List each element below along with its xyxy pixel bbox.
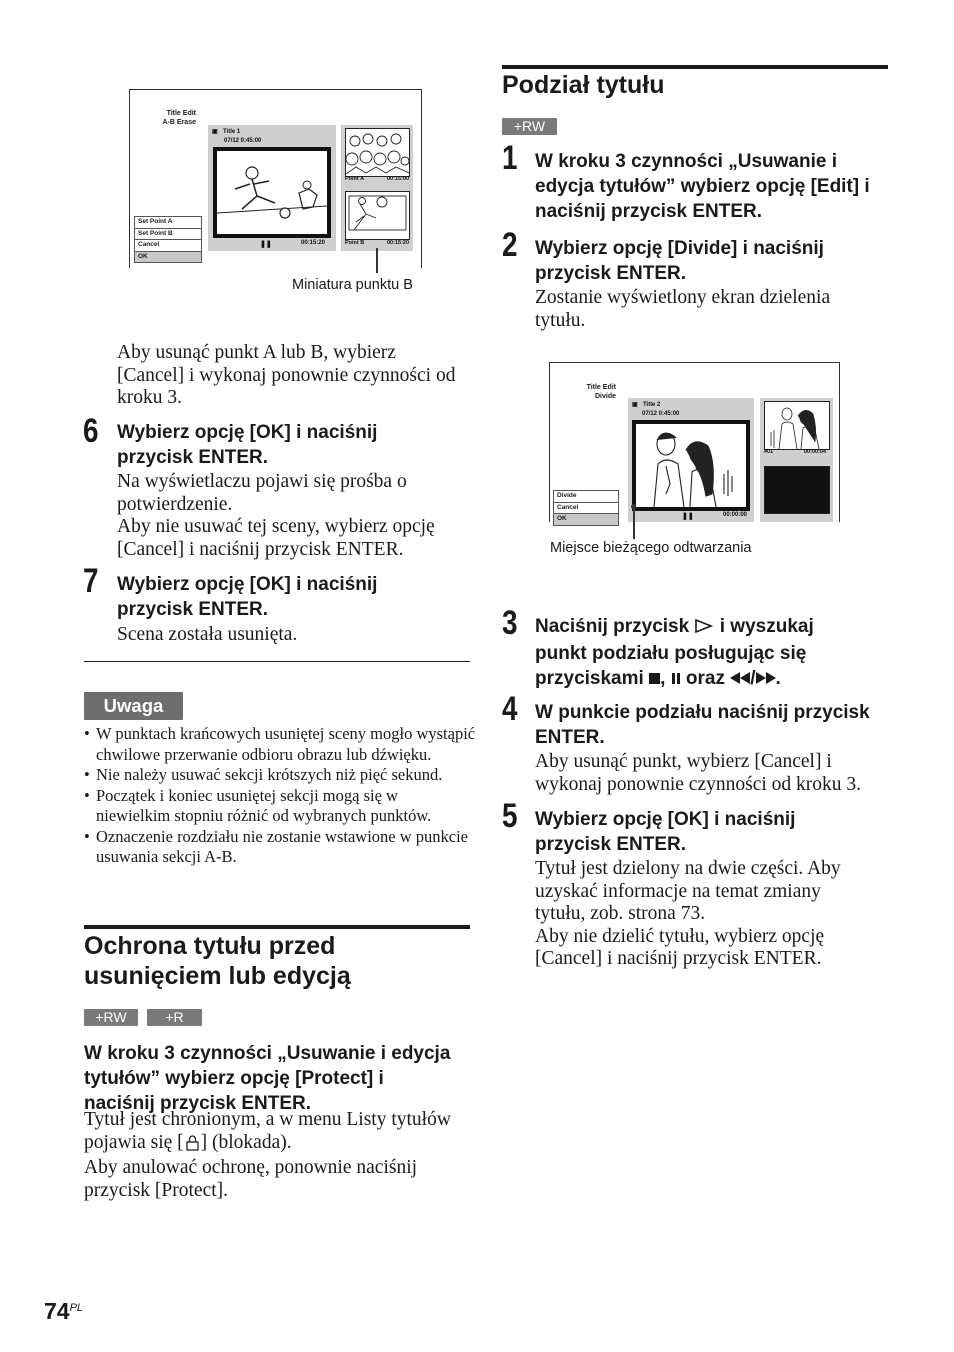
ab-erase-screen	[129, 89, 422, 268]
notes-list	[84, 724, 476, 868]
step-4-body-line: wykonaj ponownie czynności od kroku 3.	[535, 773, 862, 795]
step-3-heading-line	[535, 614, 814, 641]
intro-line: kroku 3.	[117, 387, 182, 408]
player-panel	[628, 398, 754, 522]
step-4-heading	[535, 700, 870, 750]
thumb-b-label: Point B	[345, 240, 365, 246]
step-5-body	[535, 858, 841, 971]
step-5-heading-line: Wybierz opcję [OK] i naciśnij	[535, 809, 796, 830]
step-3-heading	[535, 614, 814, 691]
thumb-b-time: 00:15:20	[387, 240, 410, 246]
thumb-label: #01	[764, 449, 774, 455]
protect-heading-line: tytułów” wybierz opcję [Protect] i	[84, 1068, 384, 1089]
thumb-chapter-1	[764, 401, 830, 450]
step-1-heading-line: naciśnij przycisk ENTER.	[535, 201, 763, 222]
screen-title-line2: Divide	[594, 393, 616, 400]
step-6-heading	[117, 420, 377, 470]
step-3-text: ,	[660, 668, 671, 689]
player-time: 00:15:20	[301, 240, 326, 246]
step-4-number: 4	[502, 690, 518, 728]
step-3-text: przyciskami	[535, 668, 650, 689]
video-frame	[632, 420, 750, 511]
step-3-text: i wyszukaj	[714, 616, 814, 637]
step-7-number: 7	[83, 562, 99, 600]
protect-heading-line: W kroku 3 czynności „Usuwanie i edycja	[84, 1043, 451, 1064]
thumb-point-a	[345, 128, 410, 177]
step-5-heading-line: przycisk ENTER.	[535, 834, 686, 855]
step-6-body-line: [Cancel] i naciśnij przycisk ENTER.	[117, 538, 404, 560]
step-5-number: 5	[502, 797, 518, 835]
screen-title-line2: A-B Erase	[162, 119, 196, 126]
protect-title-line: Ochrona tytułu przed	[84, 932, 336, 960]
step-5-heading	[535, 807, 795, 857]
thumb-a-label: Point A	[345, 176, 365, 182]
edit-menu	[134, 216, 202, 263]
slash: /	[750, 668, 756, 689]
step-5-body-line: tytułu, zob. strona 73.	[535, 903, 706, 924]
protect-heading	[84, 1041, 450, 1116]
step-3-number: 3	[502, 604, 518, 642]
note-item: • Oznaczenie rozdziału nie zostanie wstawione w punkcie usuwania sekcji A-B.	[84, 827, 476, 868]
menu-item-cancel[interactable]: Cancel	[135, 240, 201, 252]
step-6-body	[117, 471, 435, 561]
thumbnails-panel	[760, 398, 833, 522]
step-7-heading-line: Wybierz opcję [OK] i naciśnij	[117, 574, 378, 595]
step-3-text: .	[775, 668, 781, 689]
badge-plus-r: +R	[147, 1009, 202, 1026]
note-item: • W punktach krańcowych usuniętej sceny mogło wystąpić chwilowe przerwanie odbioru obrazu lub dźwięku.	[84, 724, 476, 765]
step-1-number: 1	[502, 139, 518, 177]
step-3-text: oraz	[680, 668, 731, 689]
protect-body-line	[84, 1132, 451, 1158]
thumb-chapter-2	[764, 466, 830, 514]
step-2-heading-line: przycisk ENTER.	[535, 263, 686, 284]
step-2-body	[535, 287, 830, 332]
step-5-body-line: [Cancel] i naciśnij przycisk ENTER.	[535, 948, 822, 969]
protect-body-line: Aby anulować ochronę, ponownie naciśnij	[84, 1157, 418, 1178]
menu-item-divide[interactable]: Divide	[554, 491, 618, 503]
step-7-body: Scena została usunięta.	[117, 624, 298, 645]
menu-item-ok[interactable]: OK	[554, 514, 618, 525]
thumb-time: 00:00:04	[804, 449, 827, 455]
lock-icon	[186, 1134, 199, 1158]
player-panel	[208, 125, 336, 251]
stop-icon	[649, 673, 660, 684]
step-6-body-line: Na wyświetlaczu pojawi się prośba o	[117, 471, 407, 492]
step-6-number: 6	[83, 412, 99, 450]
couple-illustration	[636, 424, 746, 507]
screen2-caption: Miejsce bieżącego odtwarzania	[550, 540, 752, 556]
step-1-heading	[535, 149, 870, 224]
page-lang: PL	[69, 1302, 84, 1314]
protect-body	[84, 1109, 451, 1202]
menu-item-set-point-a[interactable]: Set Point A	[135, 217, 201, 229]
step-5-body-line: Tytuł jest dzielony na dwie części. Aby	[535, 858, 841, 879]
goalkeeper-illustration	[346, 192, 409, 239]
note-label: Uwaga	[84, 692, 183, 720]
step-2-body-line: tytułu.	[535, 309, 586, 331]
page-number	[44, 1298, 83, 1325]
intro-line: [Cancel] i wykonaj ponownie czynności od	[117, 364, 456, 386]
step-5-body-line: uzyskać informacje na temat zmiany	[535, 880, 821, 902]
intro-line: Aby usunąć punkt A lub B, wybierz	[117, 342, 396, 363]
step-4-body-line: Aby usunąć punkt, wybierz [Cancel] i	[535, 751, 832, 772]
divider	[84, 661, 470, 662]
film-icon: ▣	[212, 129, 218, 135]
protect-body-line: Tytuł jest chronionym, a w menu Listy tytułów	[84, 1109, 451, 1130]
couple-thumb-illustration	[765, 402, 829, 449]
step-3-text: Naciśnij przycisk	[535, 616, 695, 637]
screen-title-line1: Title Edit	[166, 110, 196, 117]
player-date: 07/12 0:45:00	[224, 138, 262, 144]
play-icon	[694, 616, 714, 641]
note-item: • Początek i koniec usuniętej sekcji mogą się w niewielkim stopniu różnić od wybranych punktów.	[84, 786, 476, 827]
screen-title-line1: Title Edit	[586, 384, 616, 391]
player-title: Title 1	[223, 129, 241, 135]
step-6-heading-line: Wybierz opcję [OK] i naciśnij	[117, 422, 378, 443]
step-6-body-line: potwierdzenie.	[117, 493, 233, 515]
section-rule	[84, 925, 470, 929]
player-title: Title 2	[643, 402, 661, 408]
soccer-illustration	[217, 151, 327, 234]
menu-item-set-point-b[interactable]: Set Point B	[135, 229, 201, 241]
divide-menu	[553, 490, 619, 526]
fast-forward-icon	[756, 666, 776, 691]
step-2-number: 2	[502, 226, 518, 264]
thumbnails-panel	[341, 125, 413, 251]
step-4-body	[535, 751, 861, 796]
step-5-body-line: Aby nie dzielić tytułu, wybierz opcję	[535, 925, 825, 947]
divide-section-title: Podział tytułu	[502, 71, 665, 99]
crowd-illustration	[346, 129, 409, 176]
protect-body-text: pojawia się [	[84, 1131, 184, 1153]
divide-screen	[549, 362, 840, 522]
rewind-icon	[730, 666, 750, 691]
step-7-heading	[117, 572, 377, 622]
protect-title-line: usunięciem lub edycją	[84, 962, 351, 990]
slider-marker-a: ▬	[228, 233, 234, 239]
intro-text	[117, 342, 455, 410]
player-time: 00:00:00	[723, 512, 748, 518]
thumb-point-b	[345, 191, 410, 240]
video-frame	[213, 147, 331, 238]
protect-body-text: ] (blokada).	[200, 1131, 292, 1153]
film-icon: ▣	[632, 402, 638, 408]
section-rule	[502, 65, 888, 69]
step-7-heading-line: przycisk ENTER.	[117, 599, 268, 620]
caption-pointer-line	[376, 248, 378, 273]
step-6-body-line: Aby nie usuwać tej sceny, wybierz opcję	[117, 516, 435, 537]
protect-section-title	[84, 931, 351, 991]
step-4-heading-line: W punkcie podziału naciśnij przycisk	[535, 702, 870, 723]
protect-heading-line: naciśnij przycisk ENTER.	[84, 1093, 312, 1114]
step-2-heading-line: Wybierz opcję [Divide] i naciśnij	[535, 238, 824, 259]
thumb-a-time: 00:15:00	[387, 176, 410, 182]
screen-title	[138, 109, 196, 127]
pause-icon[interactable]: ❚❚	[682, 513, 694, 520]
menu-item-cancel[interactable]: Cancel	[554, 503, 618, 515]
pause-icon[interactable]: ❚❚	[260, 241, 272, 248]
badge-plus-rw: +RW	[84, 1009, 138, 1026]
step-6-heading-line: przycisk ENTER.	[117, 447, 268, 468]
menu-item-ok[interactable]: OK	[135, 252, 201, 263]
step-1-heading-line: W kroku 3 czynności „Usuwanie i	[535, 151, 837, 172]
playback-position-dot	[631, 504, 636, 509]
step-2-heading	[535, 236, 824, 286]
step-1-heading-line: edycja tytułów” wybierz opcję [Edit] i	[535, 176, 870, 197]
playback-position-pointer	[633, 507, 635, 539]
step-4-heading-line: ENTER.	[535, 727, 605, 748]
step-2-body-line: Zostanie wyświetlony ekran dzielenia	[535, 287, 831, 308]
step-3-heading-line	[535, 666, 814, 691]
protect-body-line: przycisk [Protect].	[84, 1179, 229, 1201]
screen-title	[558, 383, 616, 401]
badge-plus-rw: +RW	[502, 118, 557, 135]
screen1-caption: Miniatura punktu B	[292, 277, 413, 293]
pause-icon	[671, 666, 681, 691]
page-number-value: 74	[44, 1298, 70, 1324]
step-3-heading-line: punkt podziału posługując się	[535, 643, 807, 664]
player-date: 07/12 0:45:00	[642, 411, 680, 417]
note-item: • Nie należy usuwać sekcji krótszych niż pięć sekund.	[84, 765, 476, 786]
slider-marker-b: ▬	[252, 233, 258, 239]
